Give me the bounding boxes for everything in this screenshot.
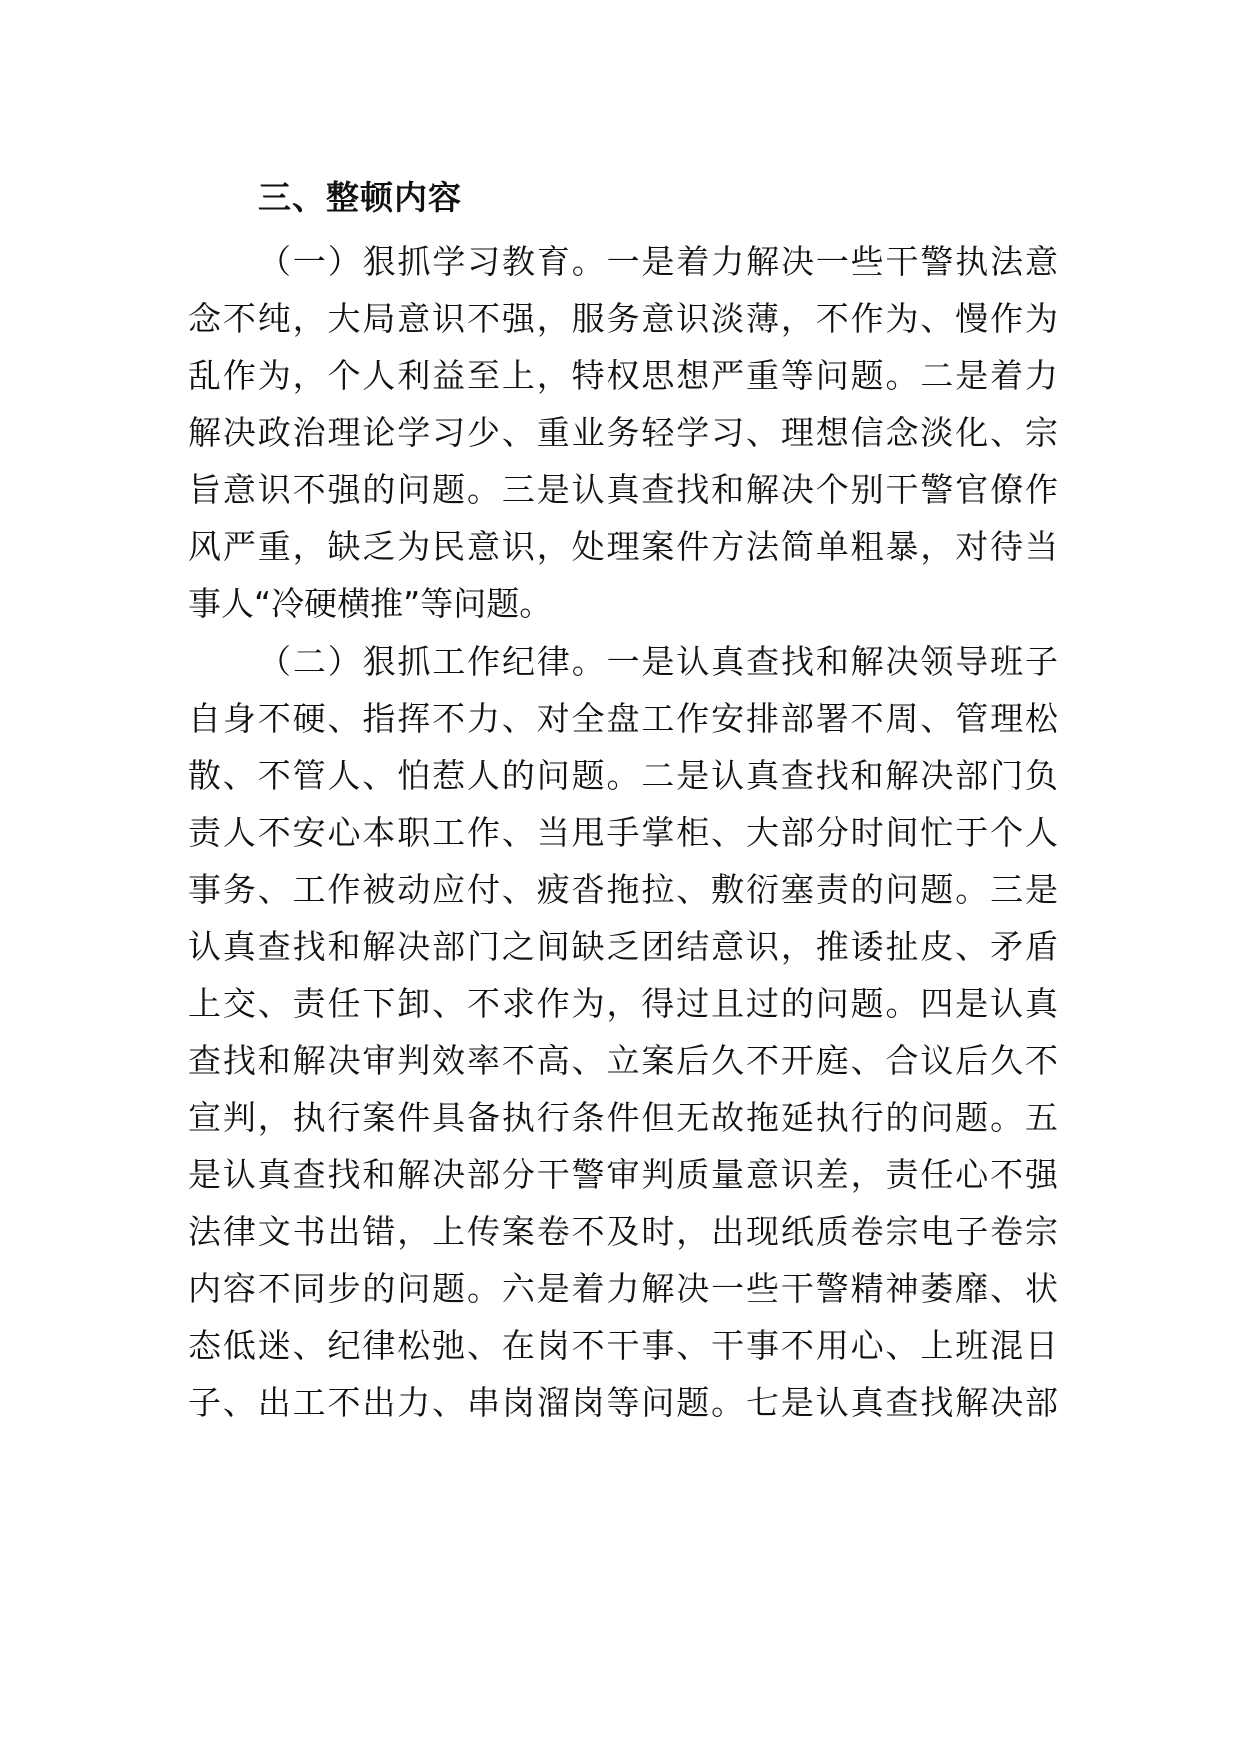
paragraph-2-line-7: 上交、责任下卸、不求作为，得过且过的问题。四是认真 bbox=[188, 984, 1058, 1023]
section-heading: 三、整顿内容 bbox=[258, 178, 462, 217]
paragraph-1-line-3: 乱作为，个人利益至上，特权思想严重等问题。二是着力 bbox=[188, 356, 1058, 395]
paragraph-1-line-4: 解决政治理论学习少、重业务轻学习、理想信念淡化、宗 bbox=[188, 413, 1058, 452]
paragraph-2-line-2: 自身不硬、指挥不力、对全盘工作安排部署不周、管理松 bbox=[188, 699, 1058, 738]
paragraph-2-line-11: 法律文书出错，上传案卷不及时，出现纸质卷宗电子卷宗 bbox=[188, 1212, 1058, 1251]
paragraph-2-line-4: 责人不安心本职工作、当甩手掌柜、大部分时间忙于个人 bbox=[188, 813, 1058, 852]
paragraph-2-line-13: 态低迷、纪律松弛、在岗不干事、干事不用心、上班混日 bbox=[188, 1326, 1058, 1365]
paragraph-2-line-8: 查找和解决审判效率不高、立案后久不开庭、合议后久不 bbox=[188, 1041, 1058, 1080]
paragraph-1-line-5: 旨意识不强的问题。三是认真查找和解决个别干警官僚作 bbox=[188, 470, 1058, 509]
paragraph-1-line-2: 念不纯，大局意识不强，服务意识淡薄，不作为、慢作为 bbox=[188, 299, 1058, 338]
paragraph-2-line-5: 事务、工作被动应付、疲沓拖拉、敷衍塞责的问题。三是 bbox=[188, 870, 1058, 909]
paragraph-1-line-7: 事人“冷硬横推”等问题。 bbox=[188, 584, 553, 623]
paragraph-2-line-10: 是认真查找和解决部分干警审判质量意识差，责任心不强 bbox=[188, 1155, 1058, 1194]
paragraph-2-line-14: 子、出工不出力、串岗溜岗等问题。七是认真查找解决部 bbox=[188, 1383, 1058, 1422]
paragraph-2-line-1: （二）狠抓工作纪律。一是认真查找和解决领导班子 bbox=[258, 642, 1058, 681]
paragraph-1-line-1: （一）狠抓学习教育。一是着力解决一些干警执法意 bbox=[258, 242, 1058, 281]
paragraph-2-line-6: 认真查找和解决部门之间缺乏团结意识，推诿扯皮、矛盾 bbox=[188, 927, 1058, 966]
paragraph-2-line-9: 宣判，执行案件具备执行条件但无故拖延执行的问题。五 bbox=[188, 1098, 1058, 1137]
paragraph-1-line-6: 风严重，缺乏为民意识，处理案件方法简单粗暴，对待当 bbox=[188, 527, 1058, 566]
paragraph-2-line-12: 内容不同步的问题。六是着力解决一些干警精神萎靡、状 bbox=[188, 1269, 1058, 1308]
paragraph-2-line-3: 散、不管人、怕惹人的问题。二是认真查找和解决部门负 bbox=[188, 756, 1058, 795]
